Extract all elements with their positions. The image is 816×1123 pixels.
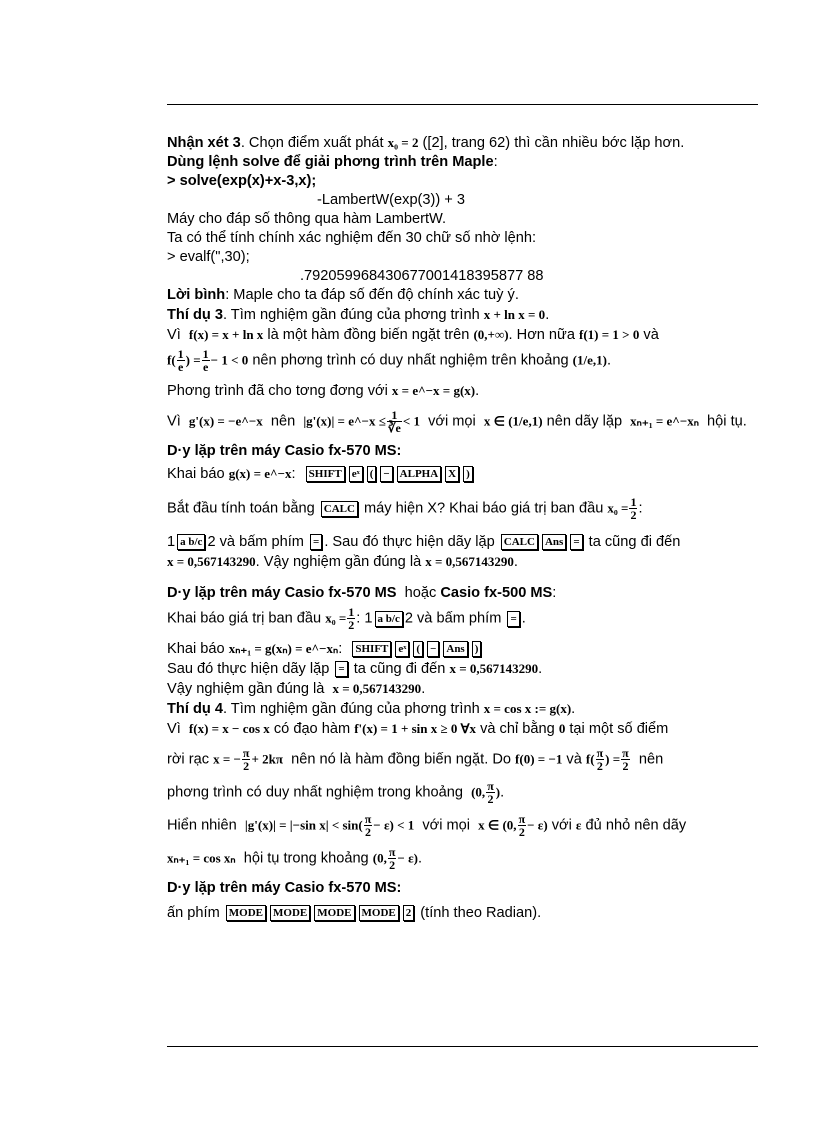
key-mode: MODE	[314, 905, 354, 921]
example-3-title: Thí dụ 3. Tìm nghiệm gần đúng của phơng trình x + ln x = 0.	[167, 307, 550, 323]
example-4-line-1: Vì f(x) = x − cos x có đạo hàm f'(x) = 1 + sin x ≥ 0 ∀x và chỉ bằng 0 tại một số điểm	[167, 721, 669, 737]
key-equals: =	[335, 661, 347, 677]
example-3-line-3: Phơng trình đã cho tơng đơng với x = e^−x = g(x).	[167, 383, 480, 399]
casio-heading-2: D·y lặp trên máy Casio fx-570 MS hoặc Casio fx-500 MS:	[167, 585, 557, 601]
key-open-paren: (	[367, 466, 377, 482]
key-mode: MODE	[359, 905, 399, 921]
declare-g: Khai báo g(x) = e^−x: SHIFT eˣ ( − ALPHA X )	[167, 464, 758, 484]
iterate-line-2: Sau đó thực hiện dãy lặp = ta cũng đi đến x = 0,567143290.	[167, 661, 543, 677]
fraction: $\frac{\pi}{2}$	[364, 812, 372, 839]
key-minus: −	[427, 641, 439, 657]
initial-value: Khai báo giá trị ban đầu x₀ = $\frac{1}{2}$ : 1 a b/c 2 và bấm phím = .	[167, 605, 526, 632]
key-2: 2	[403, 905, 415, 921]
maple-heading: Dùng lệnh solve để giải phơng trình trên Maple:	[167, 154, 498, 170]
key-close-paren: )	[472, 641, 482, 657]
evalf-command: > evalf(",30);	[167, 249, 250, 265]
maple-result: -LambertW(exp(3)) + 3	[317, 192, 466, 208]
key-minus: −	[380, 466, 392, 482]
header-rule	[167, 104, 758, 105]
example-3-line-4: Vì g'(x) = −e^−x nên |g'(x)| = e^−x ≤ $\frac{1}{∛e}$ < 1 với mọi x ∈ (1/e,1) nên dãy lặp xₙ₊₁ = e^−xₙ hội tụ.	[167, 408, 747, 435]
casio-heading-1: D·y lặp trên máy Casio fx-570 MS:	[167, 443, 402, 459]
key-alpha: ALPHA	[397, 466, 442, 482]
key-fraction: a b/c	[375, 611, 403, 627]
evalf-result: .792059968430677001418395877 88	[300, 268, 544, 284]
key-close-paren: )	[463, 466, 473, 482]
remark-3: Nhận xét 3. Chọn điểm xuất phát x₀ = 2 ([2], trang 62) thì cần nhiều bớc lặp hơn.	[167, 135, 685, 151]
key-calc: CALC	[321, 501, 358, 517]
fraction: $\frac{1}{2}$	[348, 605, 355, 632]
example-4-line-3: phơng trình có duy nhất nghiệm trong khoảng (0, $\frac{\pi}{2}$ ).	[167, 779, 505, 806]
fraction: $\frac{\pi}{2}$	[622, 746, 629, 773]
fraction: $\frac{\pi}{2}$	[518, 812, 526, 839]
casio-heading-3: D·y lặp trên máy Casio fx-570 MS:	[167, 880, 402, 896]
key-mode: MODE	[270, 905, 310, 921]
key-x: X	[445, 466, 459, 482]
result-line: x = 0,567143290. Vậy nghiệm gần đúng là x = 0,567143290.	[167, 554, 518, 570]
maple-command: > solve(exp(x)+x-3,x);	[167, 173, 317, 189]
precision-note: Ta có thể tính chính xác nghiệm đến 30 chữ số nhờ lệnh:	[167, 230, 537, 246]
fraction: $\frac{1}{2}$	[630, 495, 637, 522]
key-exp: eˣ	[395, 641, 409, 657]
mode-keys: ấn phím MODE MODE MODE MODE 2 (tính theo Radian).	[167, 905, 542, 921]
key-equals: =	[310, 534, 322, 550]
comment: Lời bình: Maple cho ta đáp số đến độ chính xác tuỳ ý.	[167, 287, 519, 303]
fraction: $\frac{\pi}{2}$	[596, 746, 604, 773]
key-equals: =	[570, 534, 582, 550]
key-open-paren: (	[413, 641, 423, 657]
key-exp: eˣ	[349, 466, 363, 482]
result-line-2: Vậy nghiệm gần đúng là x = 0,567143290.	[167, 681, 426, 697]
fraction: $\frac{1}{e}$	[177, 347, 184, 374]
page-body	[167, 133, 758, 923]
key-ans: Ans	[542, 534, 566, 550]
example-4-line-4: Hiển nhiên |g'(x)| = |−sin x| < sin( $\frac{\pi}{2}$ − ε) < 1 với mọi x ∈ (0, $\frac{\pi}{2}$ − ε) với ε đủ nhỏ nên dãy	[167, 812, 687, 839]
example-4-line-5: xₙ₊₁ = cos xₙ hội tụ trong khoảng (0, $\frac{\pi}{2}$ − ε).	[167, 845, 423, 872]
footer-rule	[167, 1046, 758, 1047]
example-3-line-2: f( $\frac{1}{e}$ ) = $\frac{1}{e}$ − 1 < 0 nên phơng trình có duy nhất nghiệm trên khoảng (1/e,1).	[167, 347, 611, 374]
fraction: $\frac{\pi}{2}$	[242, 746, 250, 773]
fraction: $\frac{1}{e}$	[202, 347, 209, 374]
example-4-line-2: rời rạc x = − $\frac{\pi}{2}$ + 2kπ nên nó là hàm đồng biến ngặt. Do f(0) = −1 và f( $\frac{\pi}{2}$ ) = $\frac{\pi}{2}$ nên	[167, 746, 664, 773]
start-calc: Bắt đầu tính toán bằng CALC máy hiện X? Khai báo giá trị ban đầu x₀ = $\frac{1}{2}$ :	[167, 495, 643, 522]
key-ans: Ans	[443, 641, 467, 657]
example-4-title: Thí dụ 4. Tìm nghiệm gần đúng của phơng trình x = cos x := g(x).	[167, 701, 576, 717]
key-shift: SHIFT	[352, 641, 391, 657]
fraction: $\frac{\pi}{2}$	[388, 845, 396, 872]
key-calc: CALC	[501, 534, 538, 550]
key-shift: SHIFT	[306, 466, 345, 482]
maple-note: Máy cho đáp số thông qua hàm LambertW.	[167, 211, 447, 227]
key-mode: MODE	[226, 905, 266, 921]
iterate-line: 1 a b/c 2 và bấm phím = . Sau đó thực hiện dãy lặp CALC Ans = ta cũng đi đến	[167, 534, 681, 550]
fraction: $\frac{1}{∛e}$	[387, 408, 401, 435]
fraction: $\frac{\pi}{2}$	[487, 779, 494, 806]
example-3-line-1: Vì f(x) = x + ln x là một hàm đồng biến ngặt trên (0,+∞). Hơn nữa f(1) = 1 > 0 và	[167, 327, 659, 343]
key-equals: =	[507, 611, 519, 627]
key-fraction: a b/c	[177, 534, 205, 550]
declare-iteration: Khai báo xₙ₊₁ = g(xₙ) = e^−xₙ: SHIFT eˣ ( − Ans )	[167, 639, 758, 659]
